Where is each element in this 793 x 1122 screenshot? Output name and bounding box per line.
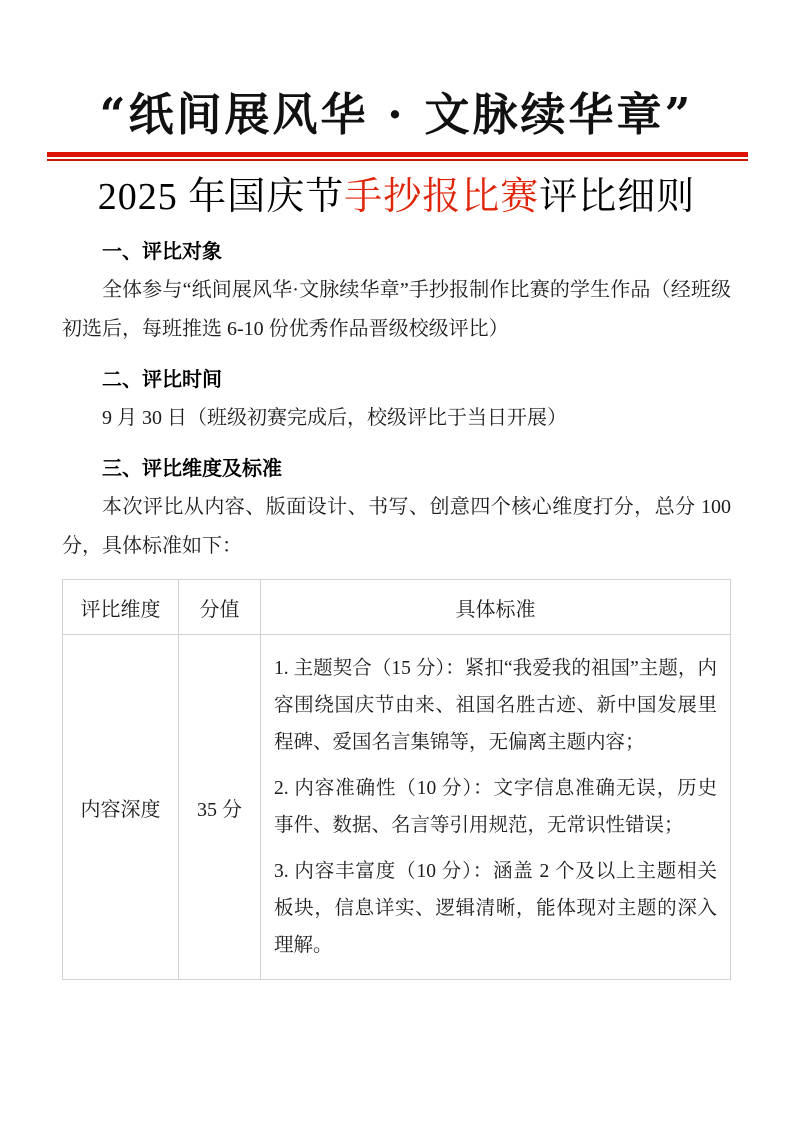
section-paragraph-targets: 全体参与“纸间展风华·文脉续华章”手抄报制作比赛的学生作品（经班级初选后，每班推选 6-10 份优秀作品晋级校级评比） (62, 279, 731, 340)
section-heading-criteria: 三、评比维度及标准 (102, 458, 282, 480)
table-header-dimension: 评比维度 (63, 580, 179, 635)
criteria-table (62, 579, 731, 980)
cell-criteria (261, 635, 731, 980)
section-heading-targets: 一、评比对象 (102, 241, 222, 263)
section-paragraph-time: 9 月 30 日（班级初赛完成后，校级评比于当日开展） (102, 407, 567, 429)
cell-dimension: 内容深度 (63, 635, 179, 980)
table-header-row (63, 580, 731, 635)
table-header-score: 分值 (179, 580, 261, 635)
criteria-item-2: 2. 内容准确性（10 分）：文字信息准确无误，历史事件、数据、名言等引用规范，无常识性错误； (274, 778, 717, 836)
criteria-item-1: 1. 主题契合（15 分）：紧扣“我爱我的祖国”主题，内容围绕国庆节由来、祖国名胜古迹、新中国发展里程碑、爱国名言集锦等，无偏离主题内容； (274, 658, 717, 753)
criteria-item-3: 3. 内容丰富度（10 分）：涵盖 2 个及以上主题相关板块，信息详实、逻辑清晰，能体现对主题的深入理解。 (274, 861, 717, 956)
table-row-content-depth (63, 635, 731, 980)
section-paragraph-criteria: 本次评比从内容、版面设计、书写、创意四个核心维度打分，总分 100 分，具体标准如下： (62, 496, 731, 557)
cell-score: 35 分 (179, 635, 261, 980)
table-header-standard: 具体标准 (261, 580, 731, 635)
document-title-highlight: 手抄报比赛 (344, 176, 540, 218)
red-divider-line (47, 152, 748, 161)
section-heading-time: 二、评比时间 (102, 369, 222, 391)
banner-title: “纸间展风华 · 文脉续华章” (99, 88, 694, 141)
document-title (62, 173, 731, 221)
document-title-suffix: 评比细则 (539, 176, 696, 218)
document-title-prefix: 2025 年国庆节 (97, 176, 345, 218)
